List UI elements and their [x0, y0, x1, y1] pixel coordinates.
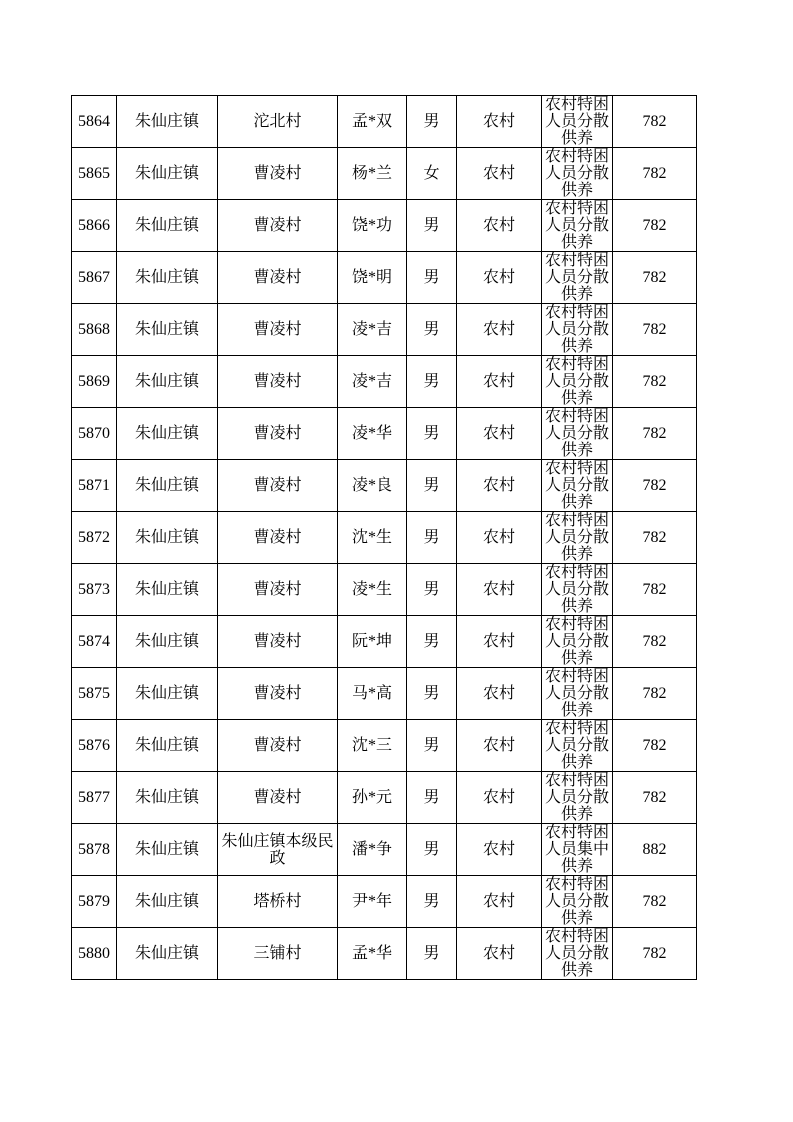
- cell-gender: 男: [407, 200, 457, 252]
- cell-amount: 782: [613, 720, 697, 772]
- cell-person-name: 沈*生: [338, 512, 407, 564]
- cell-amount: 782: [613, 772, 697, 824]
- cell-village: 沱北村: [218, 96, 338, 148]
- cell-sequence-number: 5880: [72, 928, 117, 980]
- cell-person-name: 潘*争: [338, 824, 407, 876]
- cell-hukou-type: 农村: [457, 356, 542, 408]
- cell-amount: 782: [613, 200, 697, 252]
- cell-subsidy-category: 农村特困人员分散供养: [542, 460, 613, 512]
- cell-amount: 782: [613, 148, 697, 200]
- cell-person-name: 尹*年: [338, 876, 407, 928]
- cell-town: 朱仙庄镇: [117, 460, 218, 512]
- cell-subsidy-category: 农村特困人员分散供养: [542, 408, 613, 460]
- cell-amount: 782: [613, 96, 697, 148]
- cell-town: 朱仙庄镇: [117, 772, 218, 824]
- cell-sequence-number: 5867: [72, 252, 117, 304]
- cell-sequence-number: 5869: [72, 356, 117, 408]
- table-row: [72, 720, 697, 772]
- cell-subsidy-category: 农村特困人员分散供养: [542, 564, 613, 616]
- cell-person-name: 杨*兰: [338, 148, 407, 200]
- cell-sequence-number: 5877: [72, 772, 117, 824]
- cell-subsidy-category: 农村特困人员分散供养: [542, 148, 613, 200]
- cell-person-name: 沈*三: [338, 720, 407, 772]
- table-body: [72, 96, 697, 980]
- cell-person-name: 孟*华: [338, 928, 407, 980]
- cell-person-name: 饶*功: [338, 200, 407, 252]
- cell-amount: 782: [613, 304, 697, 356]
- cell-sequence-number: 5871: [72, 460, 117, 512]
- cell-sequence-number: 5872: [72, 512, 117, 564]
- cell-hukou-type: 农村: [457, 616, 542, 668]
- cell-village: 曹凌村: [218, 772, 338, 824]
- cell-town: 朱仙庄镇: [117, 616, 218, 668]
- cell-subsidy-category: 农村特困人员分散供养: [542, 252, 613, 304]
- cell-village: 曹凌村: [218, 304, 338, 356]
- cell-gender: 男: [407, 616, 457, 668]
- cell-subsidy-category: 农村特困人员分散供养: [542, 668, 613, 720]
- cell-amount: 782: [613, 616, 697, 668]
- cell-village: 曹凌村: [218, 616, 338, 668]
- cell-person-name: 凌*生: [338, 564, 407, 616]
- cell-town: 朱仙庄镇: [117, 564, 218, 616]
- cell-village: 曹凌村: [218, 252, 338, 304]
- cell-gender: 男: [407, 668, 457, 720]
- cell-town: 朱仙庄镇: [117, 668, 218, 720]
- cell-village: 曹凌村: [218, 200, 338, 252]
- cell-hukou-type: 农村: [457, 564, 542, 616]
- cell-sequence-number: 5870: [72, 408, 117, 460]
- cell-sequence-number: 5866: [72, 200, 117, 252]
- cell-sequence-number: 5875: [72, 668, 117, 720]
- cell-town: 朱仙庄镇: [117, 720, 218, 772]
- cell-gender: 男: [407, 564, 457, 616]
- cell-person-name: 饶*明: [338, 252, 407, 304]
- cell-town: 朱仙庄镇: [117, 200, 218, 252]
- cell-village: 曹凌村: [218, 720, 338, 772]
- table-row: [72, 304, 697, 356]
- cell-hukou-type: 农村: [457, 512, 542, 564]
- table-row: [72, 408, 697, 460]
- subsidy-table: [71, 95, 697, 980]
- table-row: [72, 772, 697, 824]
- cell-village: 曹凌村: [218, 564, 338, 616]
- table-row: [72, 148, 697, 200]
- cell-amount: 782: [613, 356, 697, 408]
- cell-amount: 782: [613, 668, 697, 720]
- cell-gender: 男: [407, 512, 457, 564]
- cell-person-name: 凌*吉: [338, 304, 407, 356]
- cell-gender: 男: [407, 460, 457, 512]
- cell-village: 曹凌村: [218, 148, 338, 200]
- cell-village: 塔桥村: [218, 876, 338, 928]
- cell-person-name: 孟*双: [338, 96, 407, 148]
- cell-subsidy-category: 农村特困人员集中供养: [542, 824, 613, 876]
- cell-person-name: 凌*吉: [338, 356, 407, 408]
- table-row: [72, 824, 697, 876]
- cell-hukou-type: 农村: [457, 772, 542, 824]
- cell-gender: 男: [407, 304, 457, 356]
- cell-person-name: 凌*良: [338, 460, 407, 512]
- table-row: [72, 96, 697, 148]
- cell-sequence-number: 5864: [72, 96, 117, 148]
- cell-sequence-number: 5878: [72, 824, 117, 876]
- cell-town: 朱仙庄镇: [117, 408, 218, 460]
- cell-village: 曹凌村: [218, 512, 338, 564]
- cell-gender: 男: [407, 928, 457, 980]
- cell-sequence-number: 5879: [72, 876, 117, 928]
- table-row: [72, 512, 697, 564]
- cell-subsidy-category: 农村特困人员分散供养: [542, 96, 613, 148]
- cell-sequence-number: 5874: [72, 616, 117, 668]
- cell-town: 朱仙庄镇: [117, 252, 218, 304]
- table-row: [72, 200, 697, 252]
- cell-subsidy-category: 农村特困人员分散供养: [542, 876, 613, 928]
- cell-sequence-number: 5868: [72, 304, 117, 356]
- cell-amount: 782: [613, 512, 697, 564]
- cell-gender: 男: [407, 96, 457, 148]
- cell-subsidy-category: 农村特困人员分散供养: [542, 772, 613, 824]
- cell-amount: 882: [613, 824, 697, 876]
- cell-hukou-type: 农村: [457, 928, 542, 980]
- cell-town: 朱仙庄镇: [117, 356, 218, 408]
- cell-sequence-number: 5876: [72, 720, 117, 772]
- table-row: [72, 356, 697, 408]
- cell-hukou-type: 农村: [457, 824, 542, 876]
- cell-town: 朱仙庄镇: [117, 96, 218, 148]
- cell-village: 曹凌村: [218, 356, 338, 408]
- cell-amount: 782: [613, 928, 697, 980]
- cell-village: 曹凌村: [218, 668, 338, 720]
- cell-hukou-type: 农村: [457, 304, 542, 356]
- table-row: [72, 564, 697, 616]
- cell-hukou-type: 农村: [457, 408, 542, 460]
- cell-hukou-type: 农村: [457, 720, 542, 772]
- cell-subsidy-category: 农村特困人员分散供养: [542, 512, 613, 564]
- cell-subsidy-category: 农村特困人员分散供养: [542, 200, 613, 252]
- cell-amount: 782: [613, 252, 697, 304]
- cell-hukou-type: 农村: [457, 148, 542, 200]
- table-row: [72, 928, 697, 980]
- cell-village: 曹凌村: [218, 460, 338, 512]
- cell-gender: 男: [407, 720, 457, 772]
- cell-village: 曹凌村: [218, 408, 338, 460]
- cell-hukou-type: 农村: [457, 200, 542, 252]
- cell-subsidy-category: 农村特困人员分散供养: [542, 356, 613, 408]
- cell-gender: 男: [407, 408, 457, 460]
- cell-subsidy-category: 农村特困人员分散供养: [542, 720, 613, 772]
- table-row: [72, 876, 697, 928]
- cell-amount: 782: [613, 460, 697, 512]
- cell-sequence-number: 5873: [72, 564, 117, 616]
- cell-town: 朱仙庄镇: [117, 928, 218, 980]
- table-row: [72, 668, 697, 720]
- cell-subsidy-category: 农村特困人员分散供养: [542, 304, 613, 356]
- cell-amount: 782: [613, 564, 697, 616]
- cell-town: 朱仙庄镇: [117, 824, 218, 876]
- cell-person-name: 马*高: [338, 668, 407, 720]
- cell-amount: 782: [613, 876, 697, 928]
- cell-sequence-number: 5865: [72, 148, 117, 200]
- cell-hukou-type: 农村: [457, 252, 542, 304]
- cell-hukou-type: 农村: [457, 96, 542, 148]
- cell-person-name: 孙*元: [338, 772, 407, 824]
- cell-subsidy-category: 农村特困人员分散供养: [542, 928, 613, 980]
- cell-hukou-type: 农村: [457, 876, 542, 928]
- cell-gender: 男: [407, 824, 457, 876]
- cell-town: 朱仙庄镇: [117, 304, 218, 356]
- cell-town: 朱仙庄镇: [117, 148, 218, 200]
- cell-gender: 男: [407, 876, 457, 928]
- cell-village: 三铺村: [218, 928, 338, 980]
- table-row: [72, 252, 697, 304]
- table-row: [72, 616, 697, 668]
- cell-subsidy-category: 农村特困人员分散供养: [542, 616, 613, 668]
- cell-gender: 男: [407, 252, 457, 304]
- table-row: [72, 460, 697, 512]
- cell-town: 朱仙庄镇: [117, 512, 218, 564]
- cell-hukou-type: 农村: [457, 460, 542, 512]
- cell-village: 朱仙庄镇本级民政: [218, 824, 338, 876]
- cell-town: 朱仙庄镇: [117, 876, 218, 928]
- cell-hukou-type: 农村: [457, 668, 542, 720]
- cell-gender: 女: [407, 148, 457, 200]
- cell-gender: 男: [407, 356, 457, 408]
- cell-amount: 782: [613, 408, 697, 460]
- cell-person-name: 阮*坤: [338, 616, 407, 668]
- cell-person-name: 凌*华: [338, 408, 407, 460]
- cell-gender: 男: [407, 772, 457, 824]
